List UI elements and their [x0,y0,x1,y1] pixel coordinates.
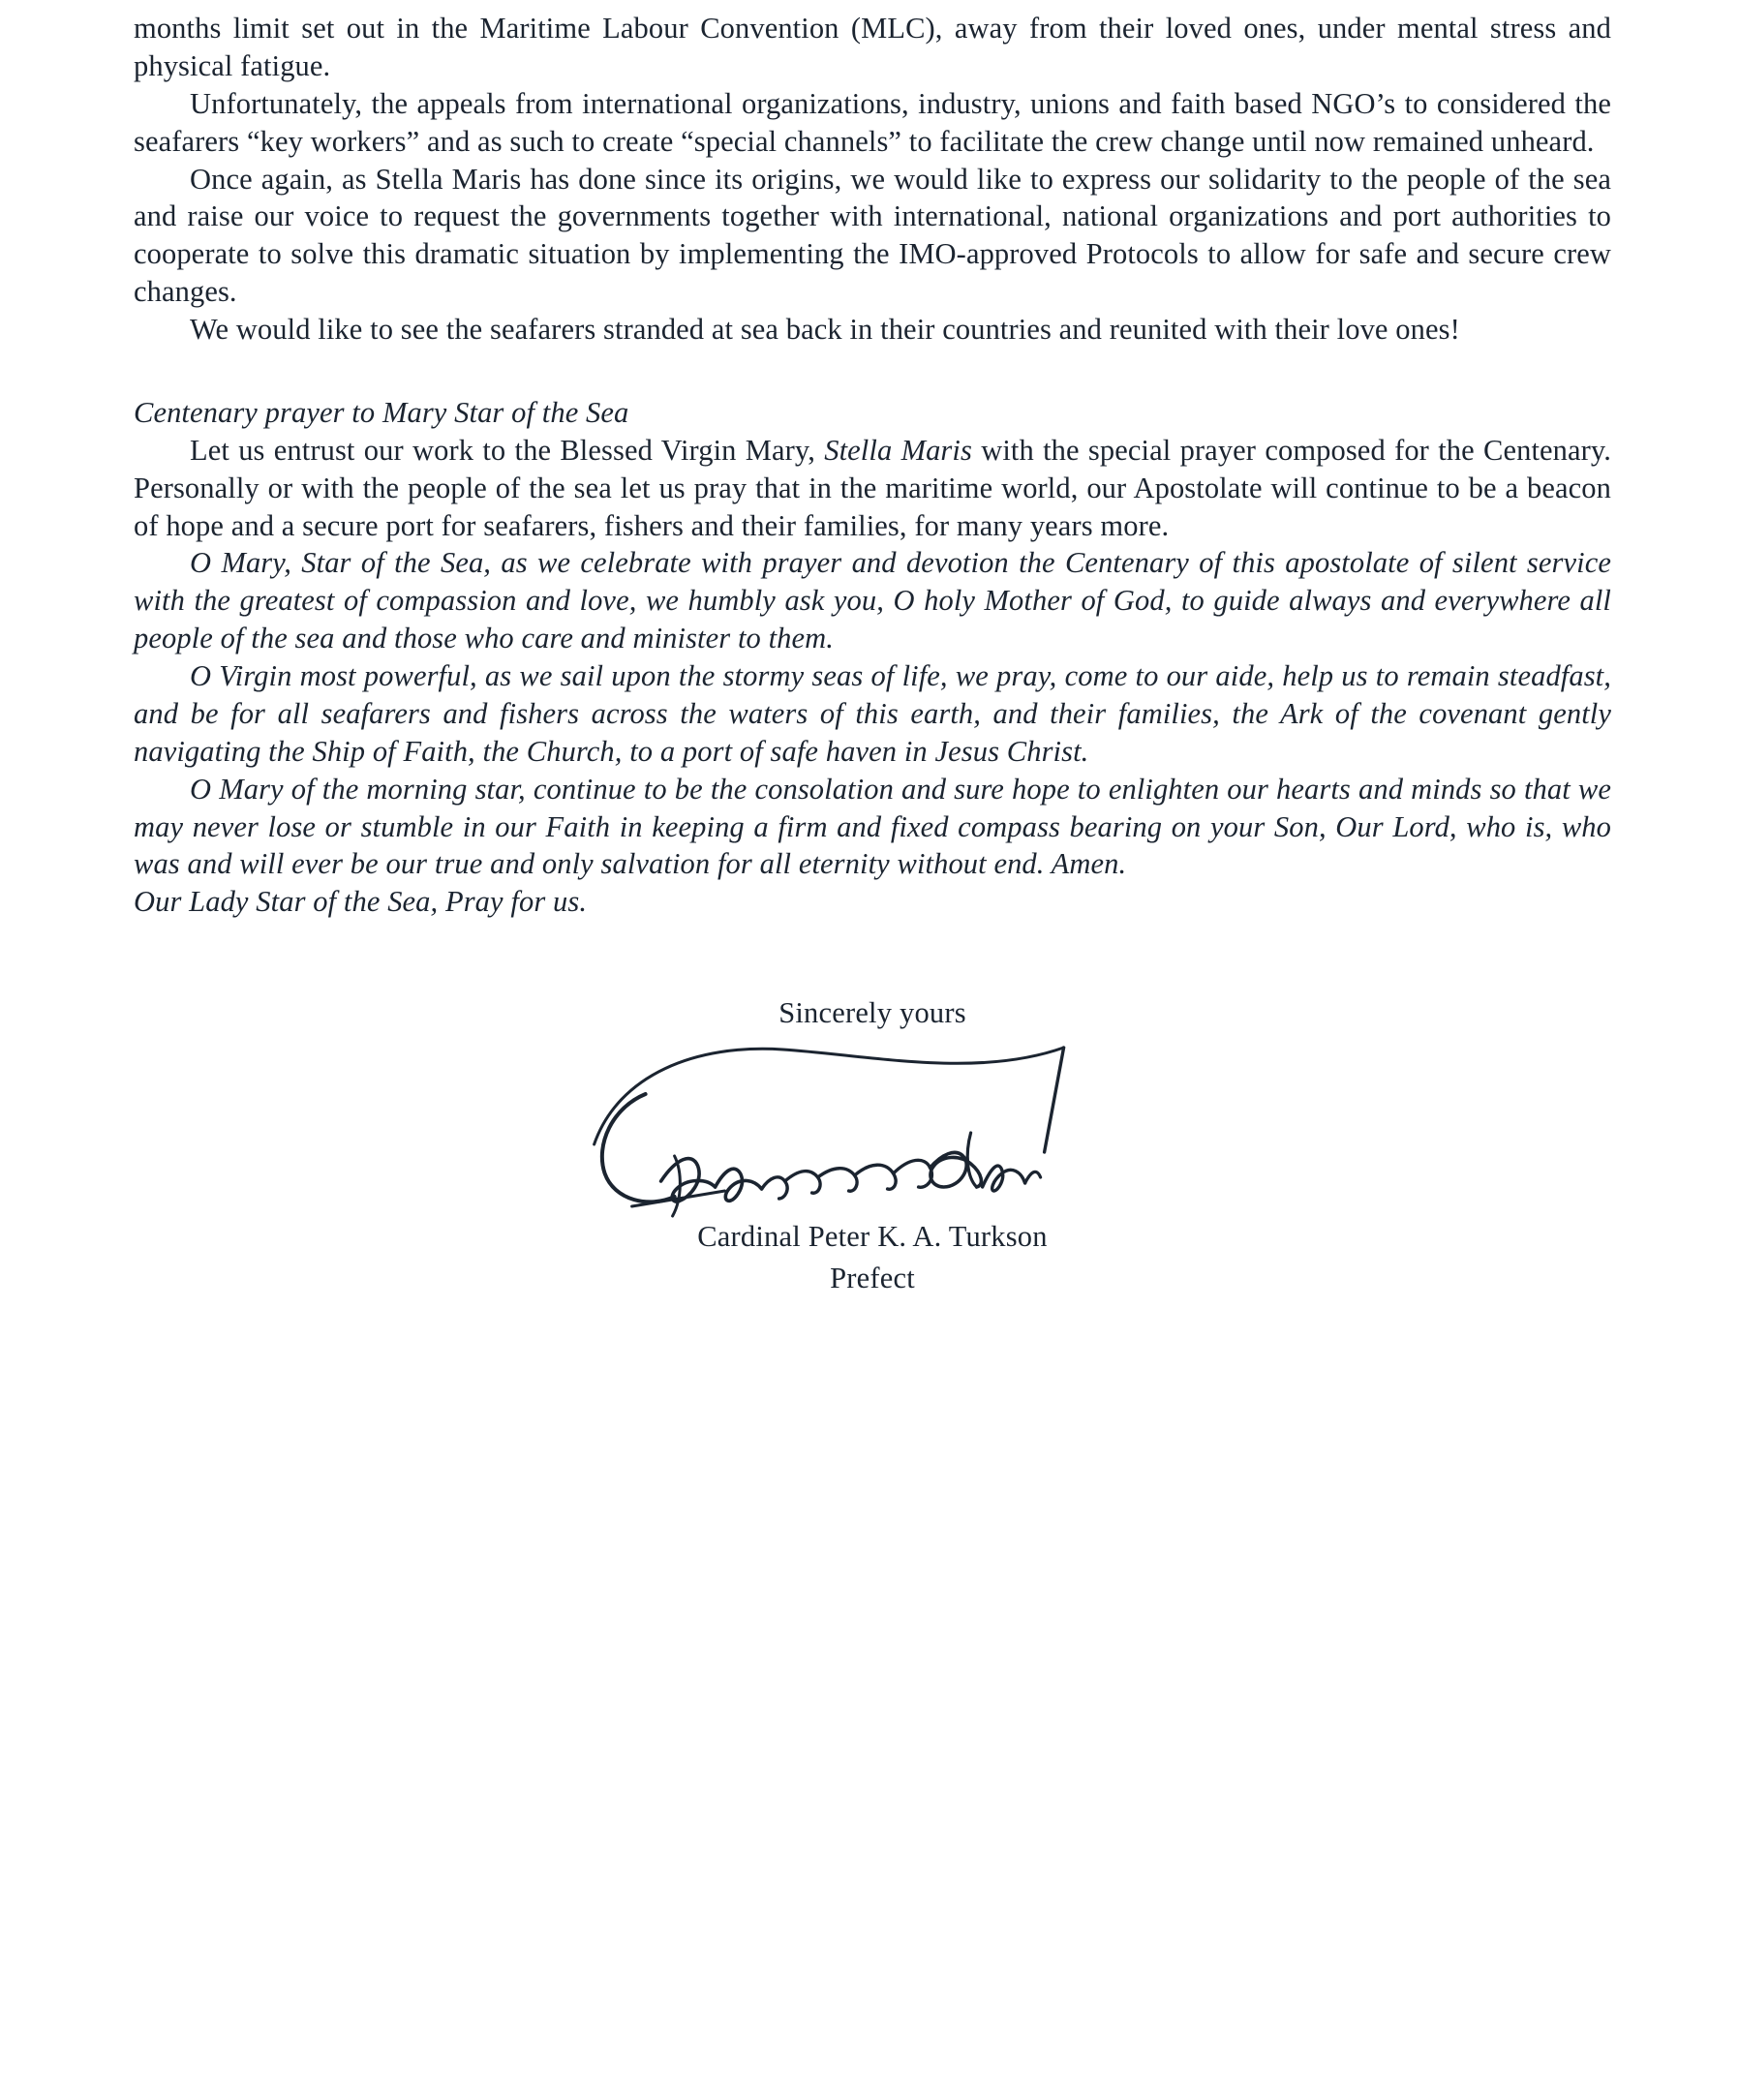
prayer-intro-before: Let us entrust our work to the Blessed Virgin Mary, [190,433,825,467]
paragraph-reunited: We would like to see the seafarers stranded at sea back in their countries and reunited with their love ones! [190,313,1460,346]
sincerely-yours: Sincerely yours [778,996,966,1030]
prayer-heading: Centenary prayer to Mary Star of the Sea [134,395,629,429]
paragraph-appeals: Unfortunately, the appeals from international organizations, industry, unions and faith based NGO’s to considered the seafarers “key workers” and as such to create “special channels” to facilitate the crew change until now remained unheard. [134,86,1611,158]
paragraph-solidarity: Once again, as Stella Maris has done since its origins, we would like to express our solidarity to the people of the sea and raise our voice to request the governments together with international, national organizations and port authorities to cooperate to solve this dramatic situation by implementing the IMO-approved Protocols to allow for safe and secure crew changes. [134,162,1611,309]
prayer-intro-after: with the special prayer composed for the Centenary. Personally or with the people of the sea let us pray that in the maritime world, our Apostolate will continue to be a beacon of hope and a secure port for seafarers, fishers and their families, for many years more. [134,433,1612,542]
prayer-paragraph-3: O Mary of the morning star, continue to be the consolation and sure hope to enlighten our hearts and minds so that we may never lose or stumble in our Faith in keeping a firm and fixed compass bearing on your Son, Our Lord, who is, who was and will ever be our true and only salvation for all eternity without end. Amen. [134,772,1611,881]
paragraph-continuation: months limit set out in the Maritime Labour Convention (MLC), away from their loved ones, under mental stress and physical fatigue. [134,12,1611,82]
prayer-intro-emphasis: Stella Maris [824,433,972,467]
letter-body [134,10,1611,921]
handwritten-signature [134,1036,1611,1226]
signatory-role: Prefect [830,1262,915,1295]
paragraph-prayer-intro [134,432,1611,545]
signatory-name: Cardinal Peter K. A. Turkson [697,1220,1048,1254]
prayer-paragraph-1: O Mary, Star of the Sea, as we celebrate with prayer and devotion the Centenary of this apostolate of silent service with the greatest of compassion and love, we humbly ask you, O holy Mother of God, to guide always and everywhere all people of the sea and those who care and minister to them. [134,546,1611,655]
signature-block [134,996,1611,1295]
prayer-paragraph-2: O Virgin most powerful, as we sail upon the stormy seas of life, we pray, come to our aide, help us to remain steadfast, and be for all seafarers and fishers across the waters of this earth, and their families, the Ark of the covenant gently navigating the Ship of Faith, the Church, to a port of safe haven in Jesus Christ. [134,659,1611,768]
prayer-closing-line: Our Lady Star of the Sea, Pray for us. [134,885,588,919]
